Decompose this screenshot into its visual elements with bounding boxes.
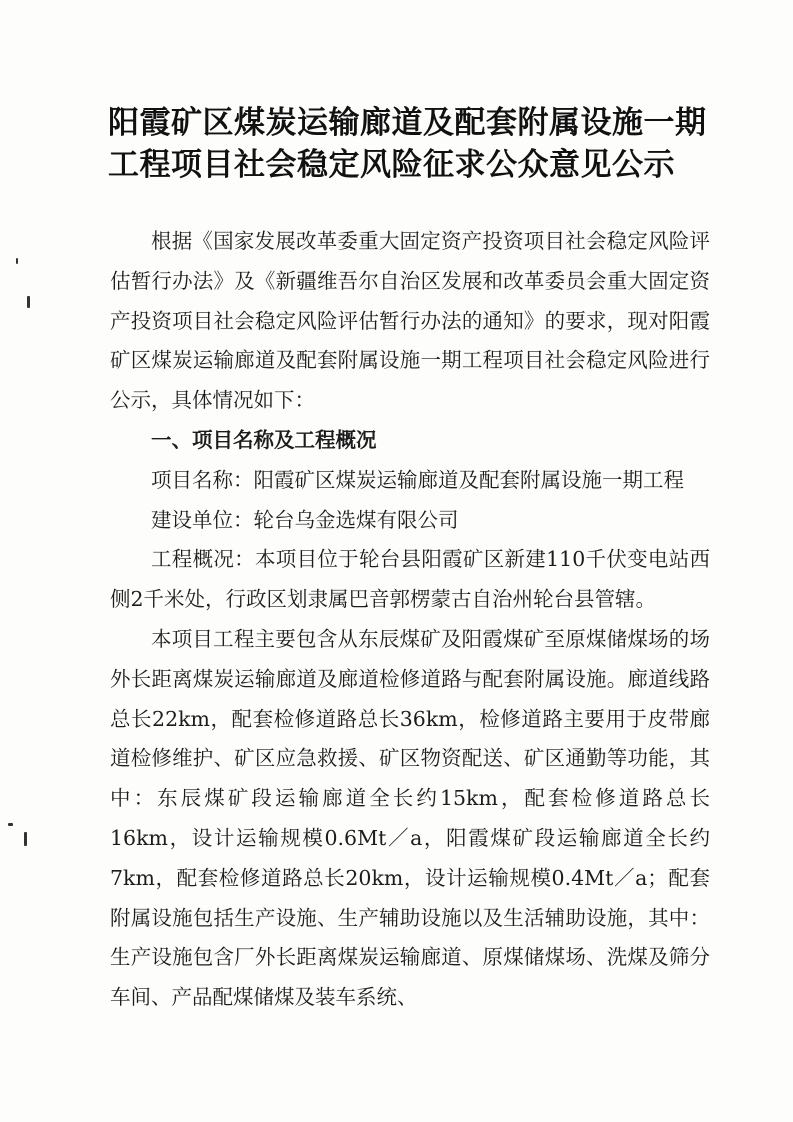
intro-paragraph: 根据《国家发展改革委重大固定资产投资项目社会稳定风险评估暂行办法》及《新疆维吾尔自治区发展和改革委员会重大固定资产投资项目社会稳定风险评估暂行办法的通知》的要求，现对阳霞矿区煤炭运输廊道及配套附属设施一期工程项目社会稳定风险进行公示，具体情况如下： [110,229,710,413]
project-name-label: 项目名称： [151,467,254,492]
overview-paragraph [110,540,710,620]
builder-label: 建设单位： [151,507,254,532]
overview-value: 本项目位于轮台县阳霞矿区新建110千伏变电站西侧2千米处，行政区划隶属巴音郭楞蒙古自治州轮台县管辖。 [110,547,710,612]
project-name-line [110,461,710,501]
document-title [108,102,728,186]
project-name-value: 阳霞矿区煤炭运输廊道及配套附属设施一期工程 [253,467,684,492]
builder-line [110,501,710,541]
scan-mark-4 [16,258,18,264]
scan-mark-1 [27,296,30,308]
document-body [110,222,710,1018]
builder-value: 轮台乌金选煤有限公司 [253,507,459,532]
title-line-2: 工程项目社会稳定风险征求公众意见公示 [108,147,675,183]
scan-mark-3 [24,832,27,846]
section-heading-1: 一、项目名称及工程概况 [151,427,377,452]
scan-mark-2 [8,823,13,826]
title-line-1: 阳霞矿区煤炭运输廊道及配套附属设施一期 [108,105,707,141]
overview-label: 工程概况： [151,547,255,572]
scope-paragraph: 本项目工程主要包含从东辰煤矿及阳霞煤矿至原煤储煤场的场外长距离煤炭运输廊道及廊道检修道路与配套附属设施。廊道线路总长22km，配套检修道路总长36km，检修道路主要用于皮带廊道检修维护、矿区应急救援、矿区物资配送、矿区通勤等功能，其中：东辰煤矿段运输廊道全长约15km，配套检修道路总长16km，设计运输规模0.6Mt／a，阳霞煤矿段运输廊道全长约7km，配套检修道路总长20km，设计运输规模0.4Mt／a；配套附属设施包括生产设施、生产辅助设施以及生活辅助设施，其中：生产设施包含厂外长距离煤炭运输廊道、原煤储煤场、洗煤及筛分车间、产品配煤储煤及装车系统、 [110,626,710,1010]
